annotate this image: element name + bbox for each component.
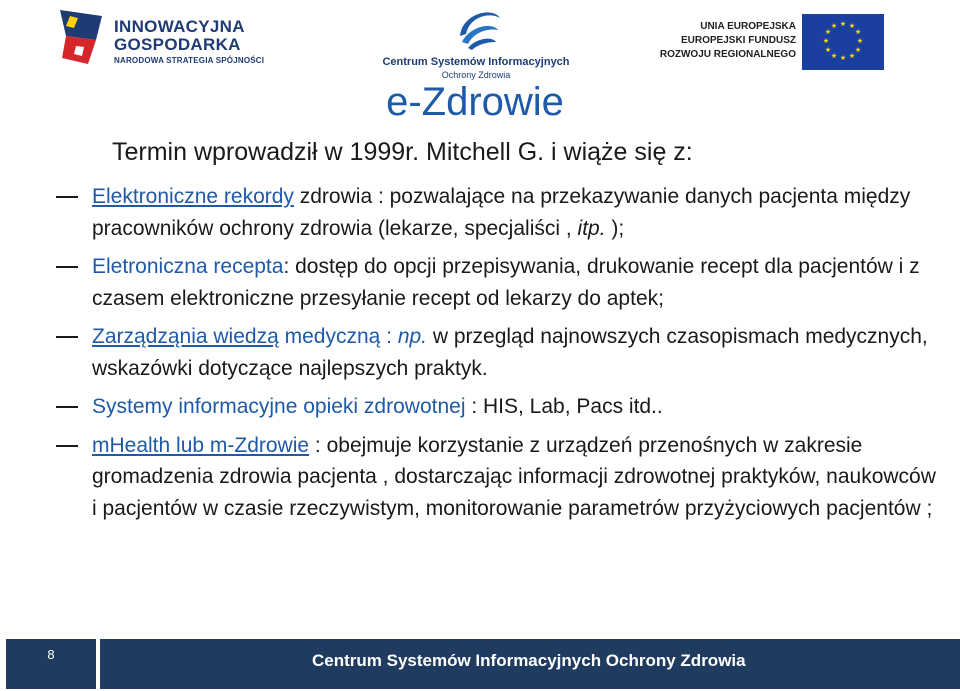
svg-text:★: ★ [830,22,838,30]
dash-icon [56,196,78,198]
eu-flag-icon [802,14,884,70]
mhealth-link[interactable]: mHealth lub m-Zdrowie [92,433,310,457]
bullet-italic: itp. [577,216,606,240]
ig-logo-icon [56,6,106,72]
ig-line2: GOSPODARKA [114,35,241,54]
bullet-text: : dostęp do opcji przepisywania, drukowanie recept dla pacjentów i z czasem elektroniczne przesyłanie recept od lekarzy do aptek; [92,255,920,310]
eu-text [650,20,796,62]
bullet-tail: ); [605,216,625,240]
svg-text:★: ★ [854,28,862,36]
csioz-swirl-icon [452,2,504,54]
page-number-box [6,639,96,689]
knowledge-management-link[interactable]: Zarządząnia wiedzą [92,325,279,348]
dash-icon [56,445,78,447]
bullet-text: : obejmuje korzystanie z urządzeń przenośnych w zakresie gromadzenia zdrowia pacjenta , dostarczając informacji zdrowotnej praktyków, naukowców i pacjentów w czasie rzeczywistym, monitorowanie parametrów przyżyciowych pacjentów ; [92,433,936,520]
csioz-logo [376,2,576,80]
electronic-records-link[interactable]: Elektroniczne rekordy [92,185,294,208]
svg-text:★: ★ [824,46,832,54]
ig-title [114,18,245,54]
eu-line3: ROZWOJU REGIONALNEGO [659,49,796,60]
bullet-mhealth [56,430,946,525]
footer-bar [100,639,960,689]
knowledge-term-rest: medyczną [278,325,381,348]
bullet-list [56,181,946,531]
svg-text:★: ★ [856,37,864,45]
eu-line1: UNIA EUROPEJSKA [700,21,796,32]
innowacyjna-gospodarka-logo [56,6,271,72]
bullet-health-systems [56,391,946,423]
slide-title: e-Zdrowie [386,80,564,124]
page-number: 8 [47,647,55,662]
svg-text:★: ★ [848,22,856,30]
svg-text:★: ★ [839,20,847,28]
eu-line2: EUROPEJSKI FUNDUSZ [680,35,796,46]
svg-text:★: ★ [822,37,830,45]
svg-text:★: ★ [830,52,838,60]
dash-icon [56,266,78,268]
bullet-text: zdrowia : pozwalające na przekazywanie danych pacjenta między pracowników ochrony zdrowia (lekarze, specjaliści , [92,185,911,240]
svg-text:★: ★ [839,54,847,62]
bullet-text: w przegląd najnowszych czasopismach medycznych, wskazówki dotyczące najlepszych praktyk. [92,325,928,380]
e-prescription-term: Eletroniczna recepta [92,255,284,278]
bullet-text: : HIS, Lab, Pacs itd.. [465,395,663,418]
bullet-e-prescription [56,251,946,314]
bullet-knowledge-management [56,321,946,384]
ig-subtitle: NARODOWA STRATEGIA SPÓJNOŚCI [114,56,265,65]
bullet-italic: np. [397,325,428,348]
footer-text: Centrum Systemów Informacyjnych Ochrony Zdrowia [312,651,746,670]
csioz-subtitle: Ochrony Zdrowia [441,70,511,80]
csioz-name: Centrum Systemów Informacyjnych [382,56,570,68]
svg-text:★: ★ [824,28,832,36]
dash-icon [56,336,78,338]
slide-intro: Termin wprowadził w 1999r. Mitchell G. i wiąże się z: [112,138,693,166]
bullet-electronic-records [56,181,946,244]
svg-text:★: ★ [854,46,862,54]
ig-line1: INNOWACYJNA [114,17,245,36]
health-systems-term: Systemy informacyjne opieki zdrowotnej [92,395,466,418]
svg-text:★: ★ [848,52,856,60]
bullet-separator: : [380,325,398,348]
eu-fund-logo [650,14,890,76]
dash-icon [56,406,78,408]
